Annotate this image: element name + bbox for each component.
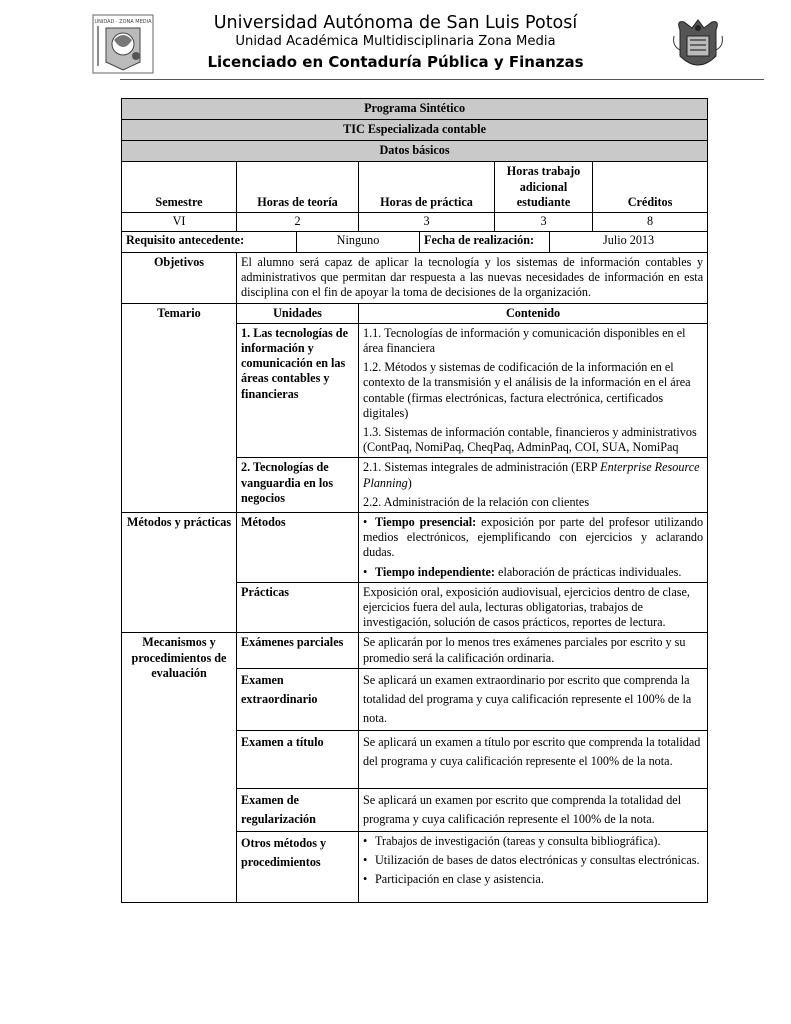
unit-2-item-2: 2.2. Administración de la relación con clientes xyxy=(363,494,590,509)
otros-label: Otros métodos y procedimientos xyxy=(237,831,359,902)
temario-label: Temario xyxy=(122,303,237,512)
metodos-bullet-2 xyxy=(363,565,703,580)
eval-row-4-label: Examen de regularización xyxy=(237,788,359,831)
header-semestre: Semestre xyxy=(122,162,237,213)
metodos-bullet-1-text: exposición por parte del profesor utilizando medios electrónicos, ejemplificando con ejercicios y aclarando dudas. xyxy=(363,515,704,560)
header-creditos: Créditos xyxy=(593,162,708,213)
metodos-bullet-2-text: elaboración de prácticas individuales. xyxy=(494,564,682,579)
value-creditos: 8 xyxy=(593,213,708,232)
metodos-bullet-1 xyxy=(363,515,703,561)
eval-row-2-label: Examen extraordinario xyxy=(237,668,359,730)
value-horas-adicional: 3 xyxy=(495,213,593,232)
otros-content xyxy=(359,831,708,902)
temario-col-contenido: Contenido xyxy=(359,303,708,323)
svg-text:UNIDAD · ZONA MEDIA: UNIDAD · ZONA MEDIA xyxy=(94,19,152,25)
eval-row-1-label: Exámenes parciales xyxy=(237,633,359,668)
otros-bullet-1-text: Trabajos de investigación (tareas y consulta bibliográfica). xyxy=(375,833,661,848)
unit-2-content xyxy=(359,458,708,513)
fecha-label: Fecha de realización: xyxy=(420,232,550,253)
header-divider xyxy=(120,79,764,80)
value-semestre: VI xyxy=(122,213,237,232)
unit-subtitle: Unidad Académica Multidisciplinaria Zona Media xyxy=(235,34,556,49)
eval-row-4-text: Se aplicará un examen por escrito que comprenda la totalidad del programa y cuya calificación represente el 100% de la nota. xyxy=(359,788,708,831)
header-horas-practica: Horas de práctica xyxy=(359,162,495,213)
temario-col-unidades: Unidades xyxy=(237,303,359,323)
unit-1-item-2: 1.2. Métodos y sistemas de codificación de la información en el contexto de la transmisión y el análisis de la información en el área contable (firmas electrónicas, factura electrónica, certificados digitales) xyxy=(363,360,691,420)
metodos-content xyxy=(359,513,708,583)
practicas-text: Exposición oral, exposición audiovisual, ejercicios dentro de clase, ejercicios fuera del aula, lecturas obligatorias, trabajos de investigación, solución de casos prácticos, reportes de lectura. xyxy=(359,582,708,633)
bullet-icon: • xyxy=(363,872,368,887)
bullet-icon: • xyxy=(363,853,368,868)
band-materia: TIC Especializada contable xyxy=(122,120,708,141)
program-title: Licenciado en Contaduría Pública y Finanzas xyxy=(207,53,584,71)
evaluacion-label: Mecanismos y procedimientos de evaluación xyxy=(122,633,237,902)
otros-bullet-2-text: Utilización de bases de datos electrónicas y consultas electrónicas. xyxy=(375,853,700,868)
metodos-label: Métodos y prácticas xyxy=(122,513,237,633)
otros-bullet-1 xyxy=(363,834,703,849)
practicas-label: Prácticas xyxy=(237,582,359,633)
requisito-value: Ninguno xyxy=(297,232,420,253)
value-horas-teoria: 2 xyxy=(237,213,359,232)
otros-bullet-3 xyxy=(363,872,703,887)
unit-2-item-1 xyxy=(363,460,703,490)
unit-1-title: 1. Las tecnologías de información y comunicación en las áreas contables y financieras xyxy=(237,323,359,458)
header-horas-teoria: Horas de teoría xyxy=(237,162,359,213)
band-programa: Programa Sintético xyxy=(122,99,708,120)
unit-1-content xyxy=(359,323,708,458)
unit-2-item-1-suffix: ) xyxy=(407,475,412,490)
band-datos: Datos básicos xyxy=(122,141,708,162)
metodos-bullet-1-bold: Tiempo presencial: xyxy=(375,515,477,530)
unit-2-title: 2. Tecnologías de vanguardia en los negocios xyxy=(237,458,359,513)
bullet-icon: • xyxy=(363,833,368,848)
otros-bullet-2 xyxy=(363,853,703,868)
metodos-bullet-2-bold: Tiempo independiente: xyxy=(375,564,495,579)
fecha-value: Julio 2013 xyxy=(550,232,708,253)
objetivos-label: Objetivos xyxy=(122,253,237,304)
bullet-icon: • xyxy=(363,564,368,579)
otros-bullet-3-text: Participación en clase y asistencia. xyxy=(375,872,544,887)
eval-row-1-text: Se aplicarán por lo menos tres exámenes parciales por escrito y su promedio será la calificación ordinaria. xyxy=(359,633,708,668)
bullet-icon: • xyxy=(363,515,368,530)
unit-2-item-1-italic: Enterprise Resource Planning xyxy=(363,460,700,490)
eval-row-3-label: Examen a título xyxy=(237,730,359,788)
unit-2-item-1-prefix: 2.1. Sistemas integrales de administración (ERP xyxy=(363,460,601,475)
unit-1-item-3: 1.3. Sistemas de información contable, financieros y administrativos (ContPaq, NomiPaq, CheqPaq, AdminPaq, COI, SUA, NomiPaq xyxy=(363,425,697,455)
metodos-sublabel: Métodos xyxy=(237,513,359,583)
value-horas-practica: 3 xyxy=(359,213,495,232)
syllabus-table xyxy=(121,98,708,903)
header-horas-adicional: Horas trabajo adicional estudiante xyxy=(495,162,593,213)
objetivos-text: El alumno será capaz de aplicar la tecnología y los sistemas de información contables y administrativos que permitan dar respuesta a las nuevas necesidades de información en esta disciplina con el fin de apoyar la toma de decisiones de la organización. xyxy=(237,253,708,304)
eval-row-3-text: Se aplicará un examen a título por escrito que comprenda la totalidad del programa y cuya calificación represente el 100% de la nota. xyxy=(359,730,708,788)
eval-row-2-text: Se aplicará un examen extraordinario por escrito que comprenda la totalidad del programa y cuya calificación represente el 100% de la nota. xyxy=(359,668,708,730)
requisito-label: Requisito antecedente: xyxy=(122,232,297,253)
unit-1-item-1: 1.1. Tecnologías de información y comunicación disponibles en el área financiera xyxy=(363,325,686,356)
university-title: Universidad Autónoma de San Luis Potosí xyxy=(213,13,578,33)
